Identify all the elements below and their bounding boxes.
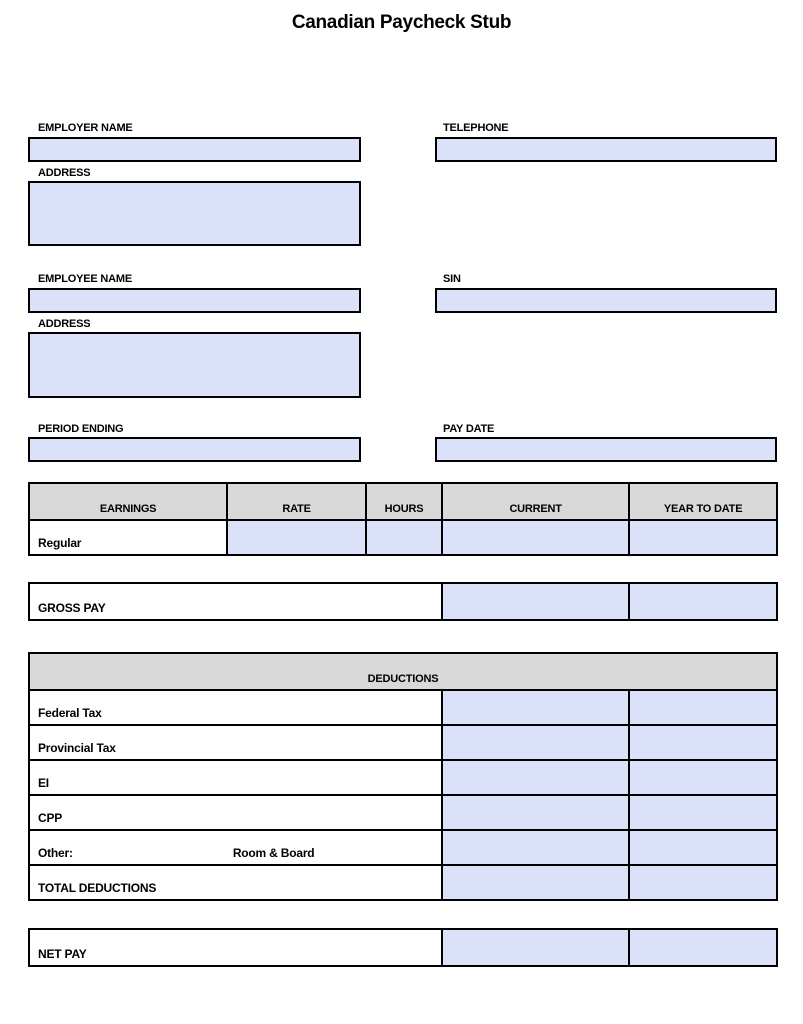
employee-address-input[interactable] bbox=[28, 332, 361, 398]
pay-date-input[interactable] bbox=[435, 437, 777, 462]
earnings-header-current: CURRENT bbox=[441, 484, 628, 519]
net-pay-current-field[interactable] bbox=[441, 930, 628, 965]
employee-address-label: ADDRESS bbox=[38, 318, 91, 330]
deductions-header: DEDUCTIONS bbox=[30, 654, 776, 689]
other-note: Room & Board bbox=[232, 846, 315, 860]
cpp-current-field[interactable] bbox=[441, 796, 628, 829]
deduction-row-ei bbox=[30, 759, 776, 794]
ei-label: EI bbox=[30, 761, 441, 794]
cpp-ytd-field[interactable] bbox=[628, 796, 776, 829]
other-label: Other: bbox=[38, 846, 73, 860]
total-deductions-label: TOTAL DEDUCTIONS bbox=[30, 866, 441, 899]
regular-current-field[interactable] bbox=[441, 521, 628, 554]
net-pay-row bbox=[30, 930, 776, 965]
pay-date-label: PAY DATE bbox=[443, 423, 495, 435]
telephone-label: TELEPHONE bbox=[443, 122, 509, 134]
regular-label: Regular bbox=[30, 521, 226, 554]
gross-pay-row bbox=[30, 584, 776, 619]
regular-rate-field[interactable] bbox=[226, 521, 365, 554]
period-ending-input[interactable] bbox=[28, 437, 361, 462]
federal-tax-current-field[interactable] bbox=[441, 691, 628, 724]
other-label-cell bbox=[30, 831, 441, 864]
total-deductions-ytd-field[interactable] bbox=[628, 866, 776, 899]
gross-pay-current-field[interactable] bbox=[441, 584, 628, 619]
cpp-label: CPP bbox=[30, 796, 441, 829]
regular-hours-field[interactable] bbox=[365, 521, 441, 554]
sin-label: SIN bbox=[443, 273, 461, 285]
page-title: Canadian Paycheck Stub bbox=[291, 12, 512, 33]
deductions-table bbox=[28, 652, 778, 901]
ei-ytd-field[interactable] bbox=[628, 761, 776, 794]
deduction-row-total-deductions bbox=[30, 864, 776, 899]
gross-pay-table bbox=[28, 582, 778, 621]
provincial-tax-label: Provincial Tax bbox=[30, 726, 441, 759]
total-deductions-current-field[interactable] bbox=[441, 866, 628, 899]
gross-pay-label: GROSS PAY bbox=[30, 584, 441, 619]
earnings-row-regular bbox=[30, 519, 776, 554]
federal-tax-label: Federal Tax bbox=[30, 691, 441, 724]
provincial-tax-ytd-field[interactable] bbox=[628, 726, 776, 759]
net-pay-table bbox=[28, 928, 778, 967]
employee-name-input[interactable] bbox=[28, 288, 361, 313]
employer-address-label: ADDRESS bbox=[38, 167, 91, 179]
deduction-row-other bbox=[30, 829, 776, 864]
provincial-tax-current-field[interactable] bbox=[441, 726, 628, 759]
employee-name-label: EMPLOYEE NAME bbox=[38, 273, 132, 285]
telephone-input[interactable] bbox=[435, 137, 777, 162]
employer-address-input[interactable] bbox=[28, 181, 361, 246]
earnings-header-hours: HOURS bbox=[365, 484, 441, 519]
federal-tax-ytd-field[interactable] bbox=[628, 691, 776, 724]
deductions-header-row bbox=[30, 654, 776, 689]
ei-current-field[interactable] bbox=[441, 761, 628, 794]
gross-pay-ytd-field[interactable] bbox=[628, 584, 776, 619]
earnings-header-rate: RATE bbox=[226, 484, 365, 519]
sin-input[interactable] bbox=[435, 288, 777, 313]
earnings-header-year-to-date: YEAR TO DATE bbox=[628, 484, 776, 519]
deduction-row-provincial-tax bbox=[30, 724, 776, 759]
period-ending-label: PERIOD ENDING bbox=[38, 423, 124, 435]
net-pay-ytd-field[interactable] bbox=[628, 930, 776, 965]
earnings-table bbox=[28, 482, 778, 556]
other-ytd-field[interactable] bbox=[628, 831, 776, 864]
net-pay-label: NET PAY bbox=[30, 930, 441, 965]
employer-name-label: EMPLOYER NAME bbox=[38, 122, 133, 134]
earnings-header-row bbox=[30, 484, 776, 519]
other-current-field[interactable] bbox=[441, 831, 628, 864]
deduction-row-cpp bbox=[30, 794, 776, 829]
employer-name-input[interactable] bbox=[28, 137, 361, 162]
deduction-row-federal-tax bbox=[30, 689, 776, 724]
earnings-header-earnings: EARNINGS bbox=[30, 484, 226, 519]
regular-ytd-field[interactable] bbox=[628, 521, 776, 554]
